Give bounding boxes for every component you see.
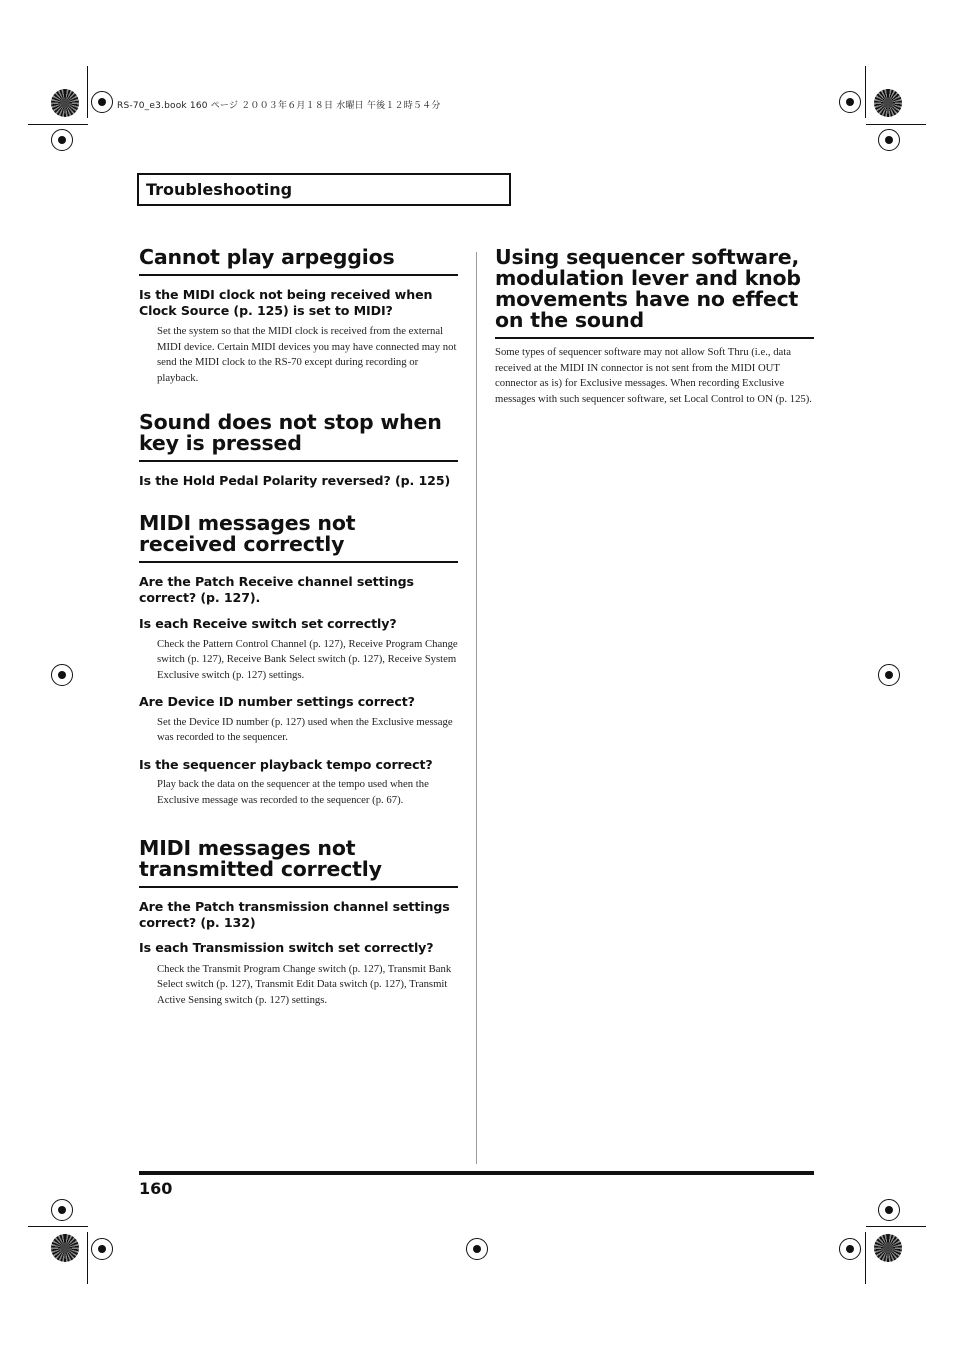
answer-text: Play back the data on the sequencer at the tempo used when the Exclusive message was recorded to the sequencer (p. 67). (157, 778, 429, 807)
right-column (495, 247, 814, 407)
registration-mark-icon (878, 664, 900, 686)
section-heading: Sound does not stop when key is pressed (139, 412, 458, 462)
footer-rule (139, 1171, 814, 1175)
registration-mark-icon (51, 129, 73, 151)
answer-text: Check the Transmit Program Change switch (p. 127), Transmit Bank Select switch (p. 127), Transmit Edit Data switch (p. 127), Transmit Active Sensing switch (p. 127) settings. (157, 962, 452, 1006)
registration-mark-icon (91, 91, 113, 113)
registration-mark-icon (839, 1238, 861, 1260)
section-cannot-play-arpeggios (139, 247, 458, 412)
registration-mark-icon (466, 1238, 488, 1260)
question: Is each Receive switch set correctly? (139, 616, 397, 631)
running-header-title: Troubleshooting (146, 180, 293, 199)
running-header (137, 173, 511, 206)
section-midi-not-received (139, 513, 458, 838)
question: Are the Patch transmission channel settings correct? (p. 132) (139, 899, 450, 930)
crop-mark-line (87, 66, 88, 118)
crop-mark-line (865, 1232, 866, 1284)
question: Is the sequencer playback tempo correct? (139, 756, 433, 772)
crop-mark-line (28, 124, 88, 125)
crop-mark-line (87, 1232, 88, 1284)
registration-mark-icon (878, 129, 900, 151)
crop-mark-line (28, 1226, 88, 1227)
column-divider (476, 252, 477, 1164)
section-midi-not-transmitted (139, 838, 458, 1008)
answer-text: Set the system so that the MIDI clock is received from the external MIDI device. Certain MIDI devices you may have connected may not send the MIDI clock to the RS-70 except during recording or playback. (157, 325, 457, 384)
registration-mark-icon (91, 1238, 113, 1260)
registration-mark-icon (51, 664, 73, 686)
section-sequencer-software (495, 247, 814, 407)
answer-text: Set the Device ID number (p. 127) used when the Exclusive message was recorded to the sequencer. (157, 715, 453, 744)
section-heading: MIDI messages not received correctly (139, 513, 458, 563)
section-heading: Cannot play arpeggios (139, 247, 458, 276)
crop-mark-line (866, 1226, 926, 1227)
registration-target-icon (51, 89, 79, 117)
registration-target-icon (874, 1234, 902, 1262)
crop-mark-line (866, 124, 926, 125)
question: Is the MIDI clock not being received when Clock Source (p. 125) is set to MIDI? (139, 287, 433, 318)
question: Is each Transmission switch set correctly? (139, 940, 434, 955)
question: Are the Patch Receive channel settings correct? (p. 127). (139, 574, 414, 605)
section-sound-does-not-stop (139, 412, 458, 513)
question: Are Device ID number settings correct? (139, 694, 415, 710)
answer-text: Some types of sequencer software may not allow Soft Thru (i.e., data received at the MIDI IN connector is not sent from the MIDI OUT connector as is) for Exclusive messages. When recording Exclusive messages with such sequencer software, set Local Control to ON (p. 125). (495, 346, 812, 405)
registration-mark-icon (878, 1199, 900, 1221)
page-number: 160 (139, 1179, 173, 1198)
section-heading: Using sequencer software, modulation lever and knob movements have no effect on the sound (495, 247, 814, 339)
registration-mark-icon (51, 1199, 73, 1221)
registration-target-icon (51, 1234, 79, 1262)
registration-target-icon (874, 89, 902, 117)
left-column (139, 247, 458, 1008)
print-info-line: RS-70_e3.book 160 ページ ２００３年６月１８日 水曜日 午後１２時５４分 (117, 101, 441, 111)
answer-text: Check the Pattern Control Channel (p. 127), Receive Program Change switch (p. 127), Receive Bank Select switch (p. 127), Receive System Exclusive switch (p. 127) settings. (157, 637, 458, 681)
registration-mark-icon (839, 91, 861, 113)
question: Is the Hold Pedal Polarity reversed? (p. 125) (139, 473, 451, 488)
crop-mark-line (865, 66, 866, 118)
section-heading: MIDI messages not transmitted correctly (139, 838, 458, 888)
